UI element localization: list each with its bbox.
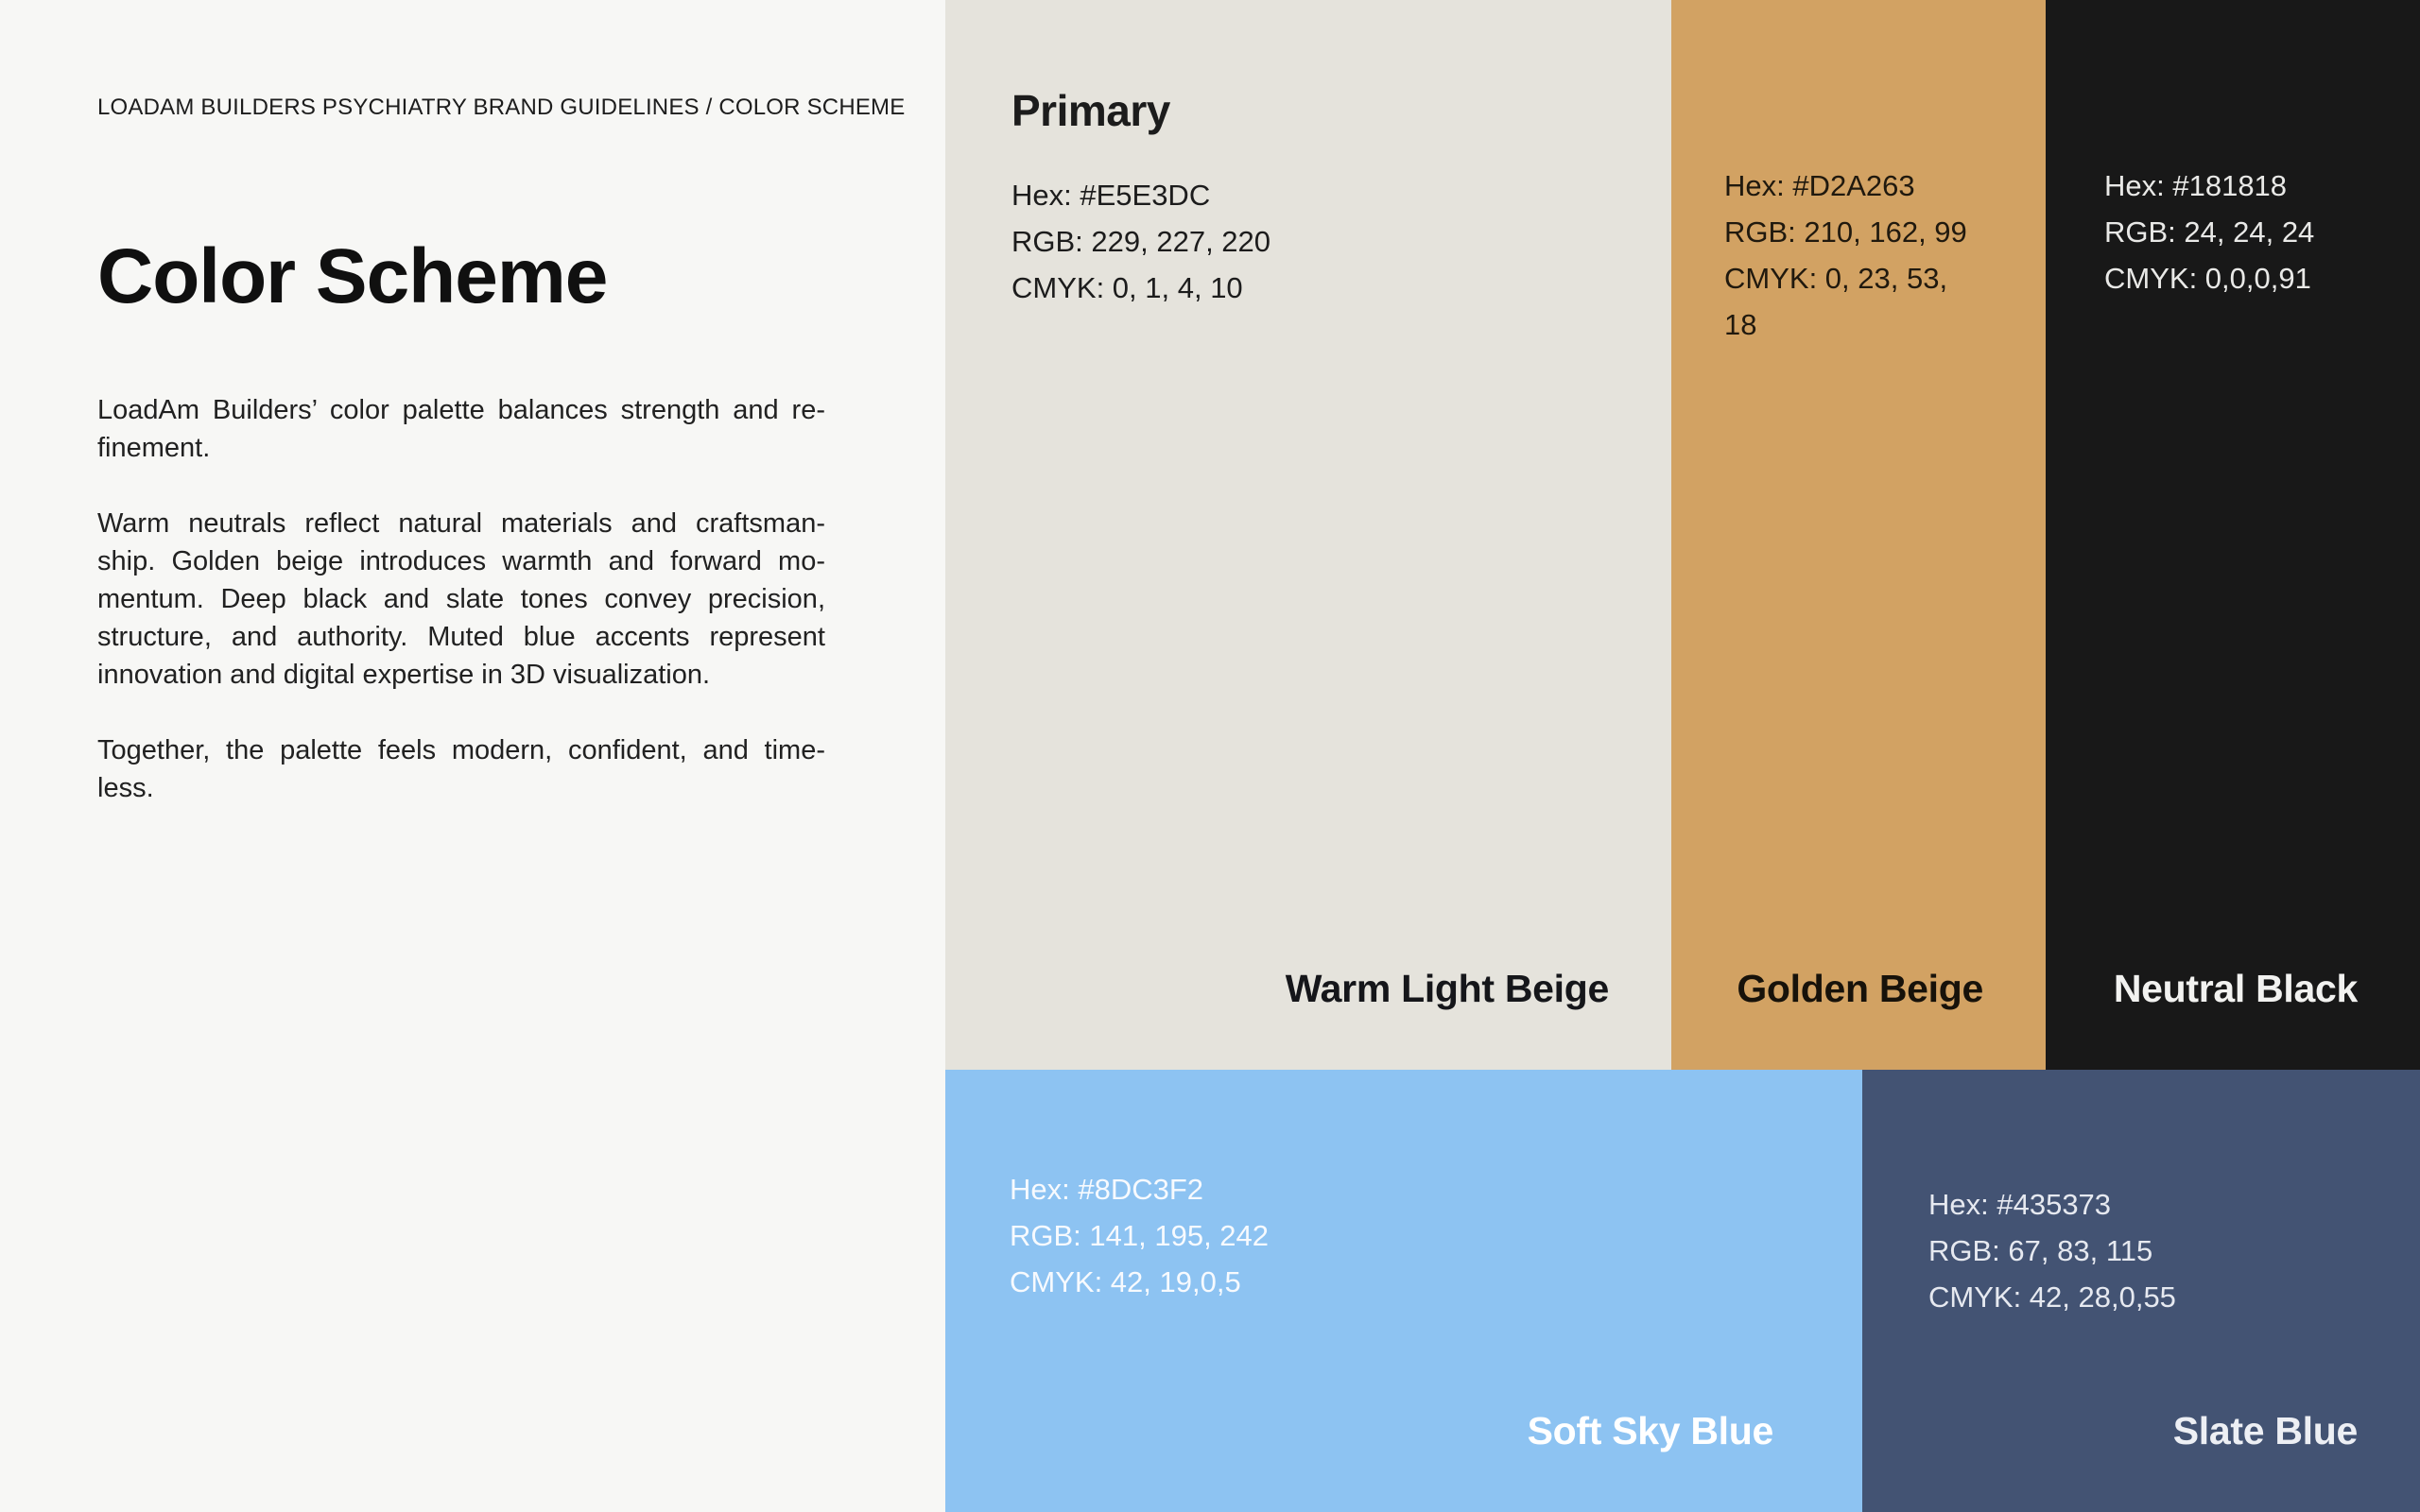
color-specs [1011,172,1609,311]
hex-value: Hex: #181818 [2104,169,2288,202]
intro-line: structure, and authority. Muted blue accents represent [97,622,825,652]
intro-line: mentum. Deep black and slate tones convey precision, [97,584,825,614]
intro-text [97,391,825,807]
swatch-warm-light-beige [945,0,1671,1070]
intro-line: ship. Golden beige introduces warmth and forward mo- [97,546,825,576]
swatch-golden-beige [1671,0,2046,1070]
cmyk-value: CMYK: 0, 23, 53, 18 [1724,262,1948,341]
intro-line: finement. [97,433,211,463]
swatch-soft-sky-blue [945,1070,1862,1512]
color-specs [1724,163,1983,348]
cmyk-value: CMYK: 42, 28,0,55 [1928,1280,2176,1314]
page-title: Color Scheme [97,233,608,319]
swatch-name: Golden Beige [1737,967,1983,1010]
cmyk-value: CMYK: 42, 19,0,5 [1010,1265,1241,1298]
swatch-name: Warm Light Beige [1285,967,1609,1010]
intro-paragraph [97,505,825,694]
intro-line: Warm neutrals reflect natural materials and craftsman- [97,508,825,539]
intro-line: LoadAm Builders’ color palette balances strength and re- [97,395,825,425]
intro-line: less. [97,773,154,803]
swatch-name: Slate Blue [2172,1409,2358,1452]
left-text-panel [0,0,945,1512]
intro-line: Together, the palette feels modern, confident, and time- [97,735,825,765]
color-specs [1010,1166,1773,1305]
primary-heading: Primary [1011,86,1170,135]
rgb-value: RGB: 67, 83, 115 [1928,1234,2153,1267]
swatch-name: Neutral Black [2113,967,2358,1010]
intro-line: innovation and digital expertise in 3D visualization. [97,660,711,690]
swatch-name: Soft Sky Blue [1527,1409,1773,1452]
breadcrumb: LOADAM BUILDERS PSYCHIATRY BRAND GUIDELINES / COLOR SCHEME [97,94,906,120]
color-specs [1928,1181,2358,1320]
cmyk-value: CMYK: 0, 1, 4, 10 [1011,271,1243,304]
hex-value: Hex: #D2A263 [1724,169,1915,202]
intro-paragraph [97,731,825,807]
intro-paragraph [97,391,825,467]
hex-value: Hex: #8DC3F2 [1010,1173,1204,1206]
cmyk-value: CMYK: 0,0,0,91 [2104,262,2311,295]
rgb-value: RGB: 210, 162, 99 [1724,215,1967,249]
color-specs [2104,163,2358,301]
hex-value: Hex: #E5E3DC [1011,179,1211,212]
swatch-row-top [945,0,2420,1070]
swatch-slate-blue [1862,1070,2420,1512]
swatch-neutral-black [2046,0,2420,1070]
swatch-grid [945,0,2420,1512]
rgb-value: RGB: 24, 24, 24 [2104,215,2315,249]
hex-value: Hex: #435373 [1928,1188,2112,1221]
rgb-value: RGB: 141, 195, 242 [1010,1219,1270,1252]
swatch-row-bottom [945,1070,2420,1512]
rgb-value: RGB: 229, 227, 220 [1011,225,1271,258]
